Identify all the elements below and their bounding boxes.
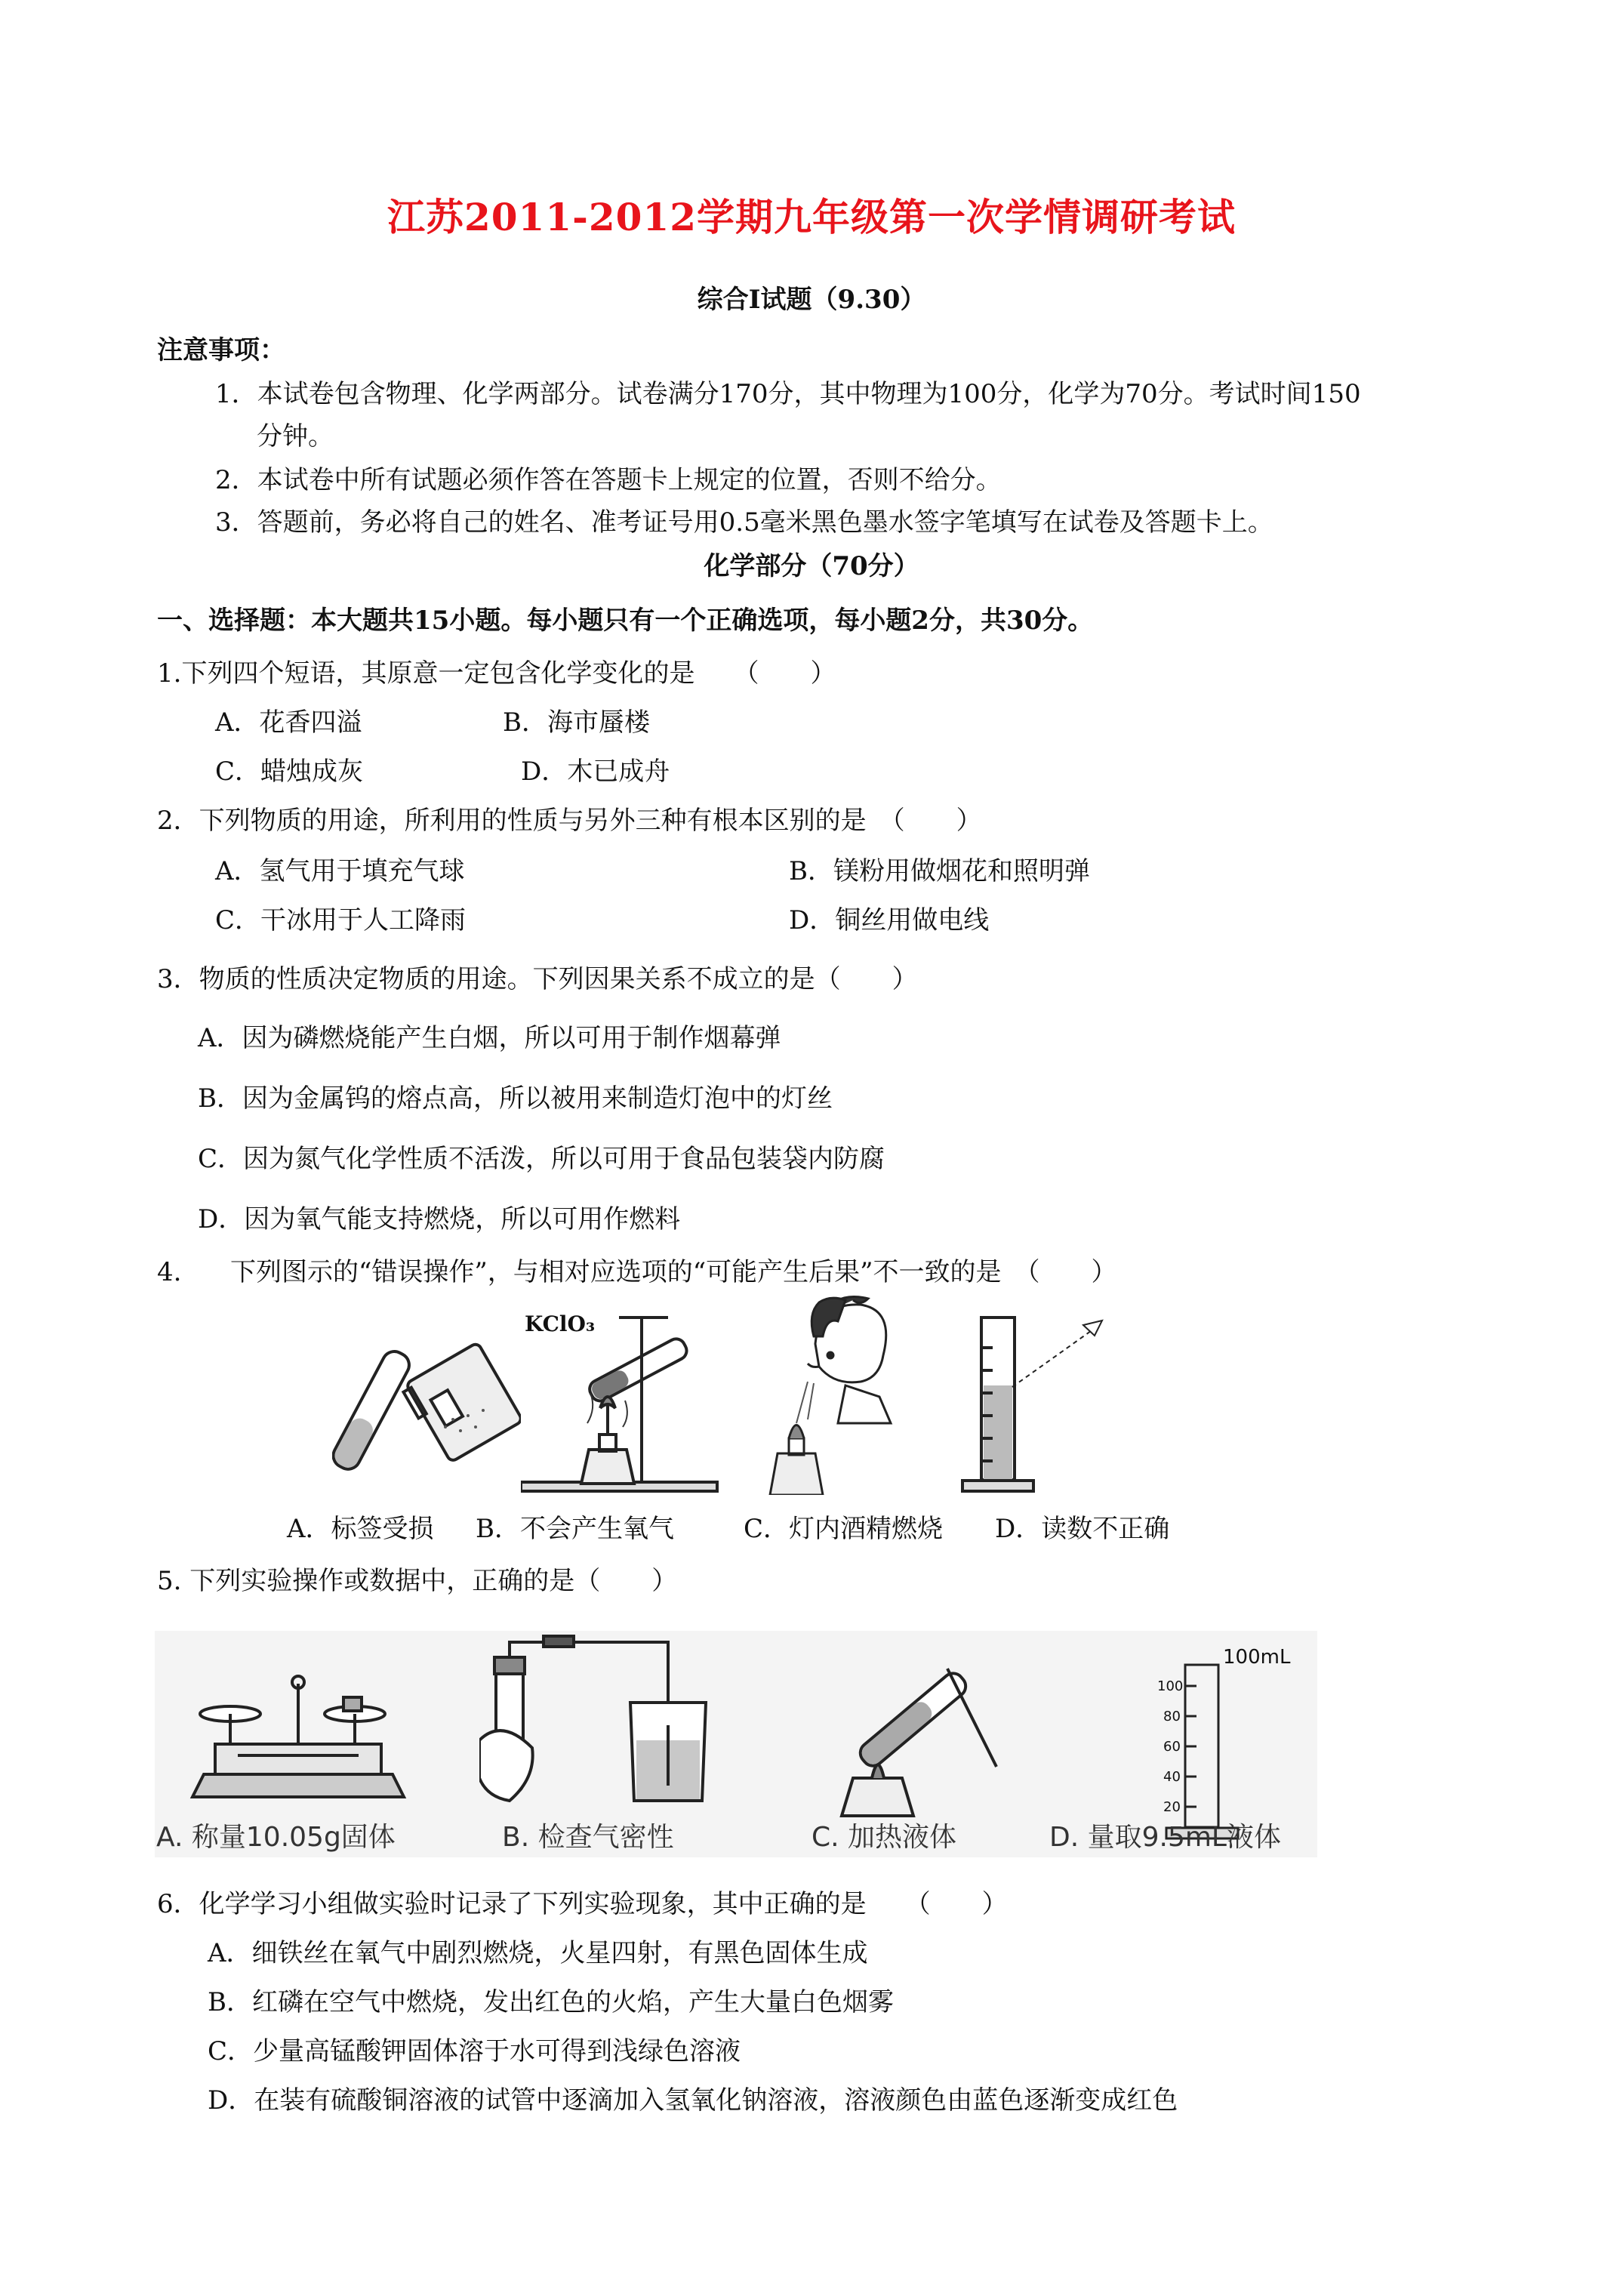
q1-option-a: A．花香四溢 — [215, 707, 362, 738]
section-title: 化学部分（70分） — [704, 551, 919, 581]
q5-option-c: C. 加热液体 — [812, 1822, 957, 1853]
note-2: 2．本试卷中所有试题必须作答在答题卡上规定的位置，否则不给分。 — [215, 465, 1002, 495]
cylinder-tick-20: 20 — [1163, 1799, 1181, 1815]
q2-option-d: D．铜丝用做电线 — [789, 905, 990, 935]
q1-option-b: B．海市蜃楼 — [503, 707, 650, 738]
cylinder-tick-40: 40 — [1163, 1769, 1181, 1785]
note-1-cont: 分钟。 — [257, 421, 334, 451]
q6-option-b: B．红磷在空气中燃烧，发出红色的火焰，产生大量白色烟雾 — [208, 1987, 894, 2017]
q3-stem: 3．物质的性质决定物质的用途。下列因果关系不成立的是（ ） — [157, 964, 918, 994]
q4-figure-pouring — [332, 1314, 521, 1487]
q3-option-d: D．因为氧气能支持燃烧，所以可用作燃料 — [198, 1204, 681, 1234]
notes-heading: 注意事项： — [157, 335, 285, 365]
q4-figure-cylinder-reading — [940, 1302, 1106, 1499]
cylinder-tick-80: 80 — [1163, 1709, 1181, 1724]
q1-option-c: C．蜡烛成灰 — [215, 757, 364, 787]
q2-option-b: B．镁粉用做烟花和照明弹 — [789, 856, 1090, 886]
q3-option-a: A．因为磷燃烧能产生白烟，所以可用于制作烟幕弹 — [198, 1023, 781, 1053]
q4-figure-kclo3-heating — [521, 1302, 725, 1499]
q4-option-a: A．标签受损 — [287, 1514, 434, 1544]
kclo3-label: KClO₃ — [525, 1311, 596, 1336]
q1-stem: 1.下列四个短语，其原意一定包含化学变化的是 （ ） — [157, 658, 836, 689]
q4-option-d: D．读数不正确 — [995, 1514, 1170, 1544]
q5-stem: 5. 下列实验操作或数据中，正确的是（ ） — [157, 1566, 678, 1596]
q5-option-b: B. 检查气密性 — [502, 1822, 674, 1853]
q2-option-c: C．干冰用于人工降雨 — [215, 905, 467, 935]
q6-option-c: C．少量高锰酸钾固体溶于水可得到浅绿色溶液 — [208, 2036, 741, 2066]
cylinder-tick-60: 60 — [1163, 1739, 1181, 1755]
note-1: 1．本试卷包含物理、化学两部分。试卷满分170分，其中物理为100分，化学为70分。考试时间150 — [215, 379, 1361, 409]
exam-subtitle: 综合Ⅰ试题（9.30） — [697, 285, 926, 315]
q4-figure-blow-lamp — [747, 1291, 898, 1495]
q2-stem: 2．下列物质的用途，所利用的性质与另外三种有根本区别的是 （ ） — [157, 806, 982, 836]
exam-title: 江苏2011-2012学期九年级第一次学情调研考试 — [387, 195, 1236, 239]
q4-stem: 下列图示的“错误操作”，与相对应选项的“可能产生后果”不一致的是 （ ） — [230, 1257, 1117, 1287]
note-3: 3．答题前，务必将自己的姓名、准考证号用0.5毫米黑色墨水签字笔填写在试卷及答题卡上。 — [215, 507, 1273, 538]
q6-option-d: D．在装有硫酸铜溶液的试管中逐滴加入氢氧化钠溶液，溶液颜色由蓝色逐渐变成红色 — [208, 2085, 1178, 2116]
q5-option-a: A. 称量10.05g固体 — [156, 1822, 396, 1853]
q5-figure-panel — [155, 1631, 1317, 1857]
q3-option-c: C．因为氮气化学性质不活泼，所以可用于食品包装袋内防腐 — [198, 1144, 885, 1174]
q4-option-c: C．灯内酒精燃烧 — [744, 1514, 944, 1544]
q4-option-b: B．不会产生氧气 — [476, 1514, 674, 1544]
q4-number: 4. — [157, 1257, 182, 1287]
q2-option-a: A．氢气用于填充气球 — [215, 856, 465, 886]
q6-stem: 6．化学学习小组做实验时记录了下列实验现象，其中正确的是 （ ） — [157, 1889, 1008, 1919]
q6-option-a: A．细铁丝在氧气中剧烈燃烧，火星四射，有黑色固体生成 — [208, 1938, 868, 1968]
q3-option-b: B．因为金属钨的熔点高，所以被用来制造灯泡中的灯丝 — [198, 1083, 833, 1114]
cylinder-capacity-label: 100mL — [1223, 1646, 1291, 1669]
cylinder-tick-100: 100 — [1157, 1678, 1184, 1694]
q5-option-d: D. 量取9.5mL液体 — [1049, 1822, 1281, 1853]
q1-option-d: D．木已成舟 — [521, 757, 670, 787]
part1-heading: 一、选择题：本大题共15小题。每小题只有一个正确选项，每小题2分，共30分。 — [157, 606, 1094, 636]
